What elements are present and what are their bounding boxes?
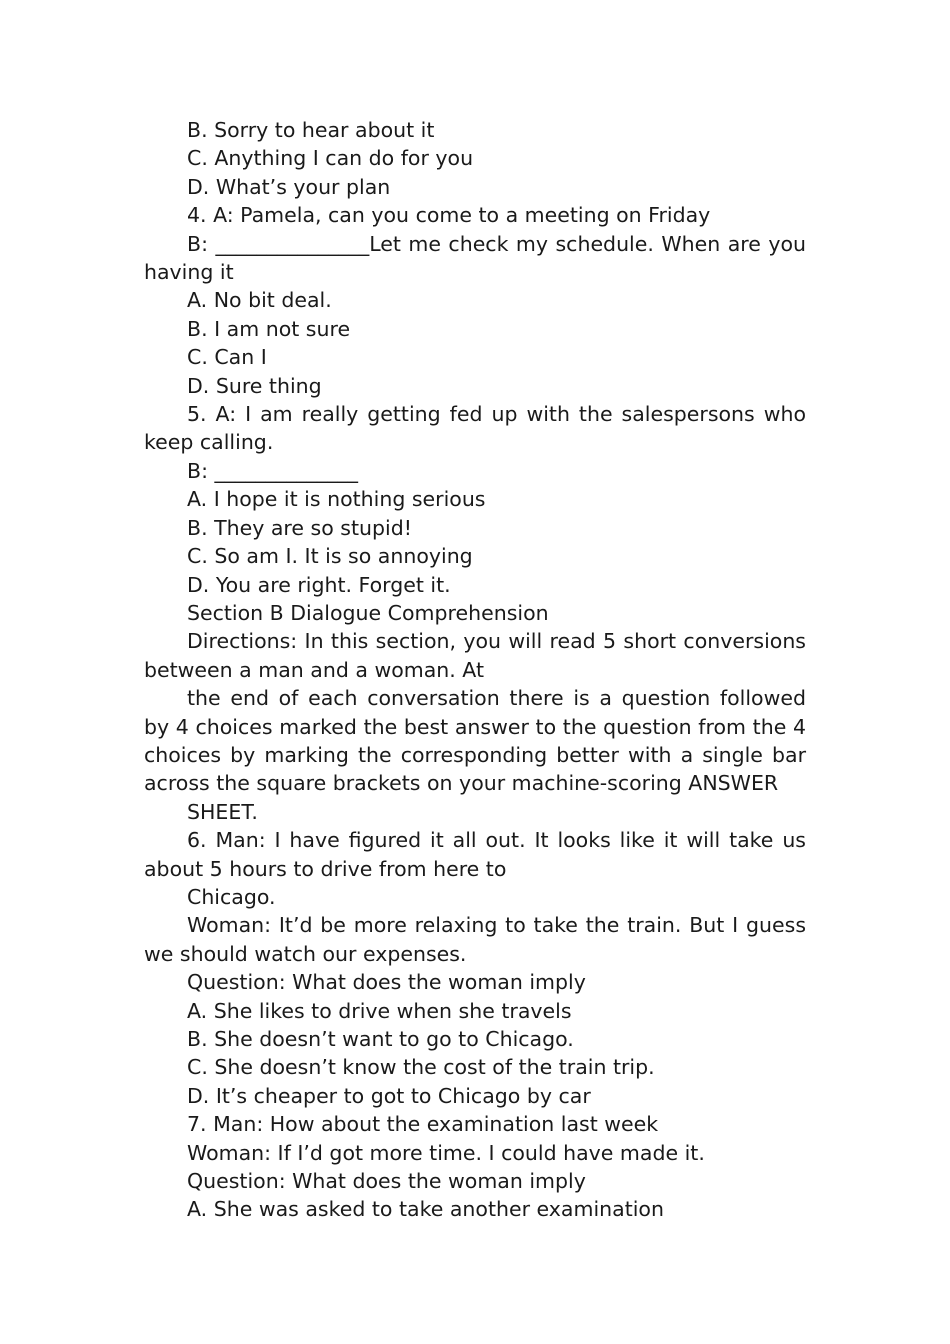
option-d-q3: D. What’s your plan xyxy=(187,174,391,199)
option-d-q4: D. Sure thing xyxy=(187,373,322,398)
directions-line-1: Directions: In this section, you will read 5 short conversions between a man and a woman. At xyxy=(144,629,806,682)
option-a-q4: A. No bit deal. xyxy=(187,288,332,313)
option-b-q5: B. They are so stupid! xyxy=(187,515,412,540)
section-b-heading: Section B Dialogue Comprehension xyxy=(187,600,549,625)
question-7-woman: Woman: If I’d got more time. I could have made it. xyxy=(187,1140,705,1165)
question-6-woman: Woman: It’d be more relaxing to take the train. But I guess we should watch our expenses. xyxy=(144,913,806,966)
question-6-man-continued: Chicago. xyxy=(187,884,276,909)
question-5-response: B: ______________ xyxy=(187,458,358,483)
option-c-q6: C. She doesn’t know the cost of the train trip. xyxy=(187,1055,655,1080)
question-7-question: Question: What does the woman imply xyxy=(187,1169,586,1194)
question-4-prompt: 4. A: Pamela, can you come to a meeting on Friday xyxy=(187,203,711,228)
directions-line-2: the end of each conversation there is a question followed by 4 choices marked the best answer to the question from the 4 choices by marking the corresponding better with a single bar across the square brackets on your machine-scoring ANSWER xyxy=(144,686,806,796)
question-6-question: Question: What does the woman imply xyxy=(187,970,586,995)
option-b-q3: B. Sorry to hear about it xyxy=(187,118,435,142)
question-7-man: 7. Man: How about the examination last week xyxy=(187,1112,659,1137)
option-b-q4: B. I am not sure xyxy=(187,316,351,341)
option-c-q4: C. Can I xyxy=(187,345,267,370)
option-a-q5: A. I hope it is nothing serious xyxy=(187,487,486,512)
option-d-q5: D. You are right. Forget it. xyxy=(187,572,451,597)
question-4-response: B: _______________Let me check my schedule. When are you having it xyxy=(144,231,806,285)
option-d-q6: D. It’s cheaper to got to Chicago by car xyxy=(187,1083,591,1108)
option-c-q5: C. So am I. It is so annoying xyxy=(187,544,473,569)
question-6-man: 6. Man: I have figured it all out. It looks like it will take us about 5 hours to drive from here to xyxy=(144,828,806,881)
document-page xyxy=(144,116,806,1224)
option-a-q7: A. She was asked to take another examination xyxy=(187,1197,664,1222)
question-5-prompt: 5. A: I am really getting fed up with the salespersons who keep calling. xyxy=(144,402,806,455)
option-b-q6: B. She doesn’t want to go to Chicago. xyxy=(187,1027,574,1051)
option-c-q3: C. Anything I can do for you xyxy=(187,146,474,171)
option-a-q6: A. She likes to drive when she travels xyxy=(187,998,572,1023)
directions-line-3: SHEET. xyxy=(187,799,258,824)
